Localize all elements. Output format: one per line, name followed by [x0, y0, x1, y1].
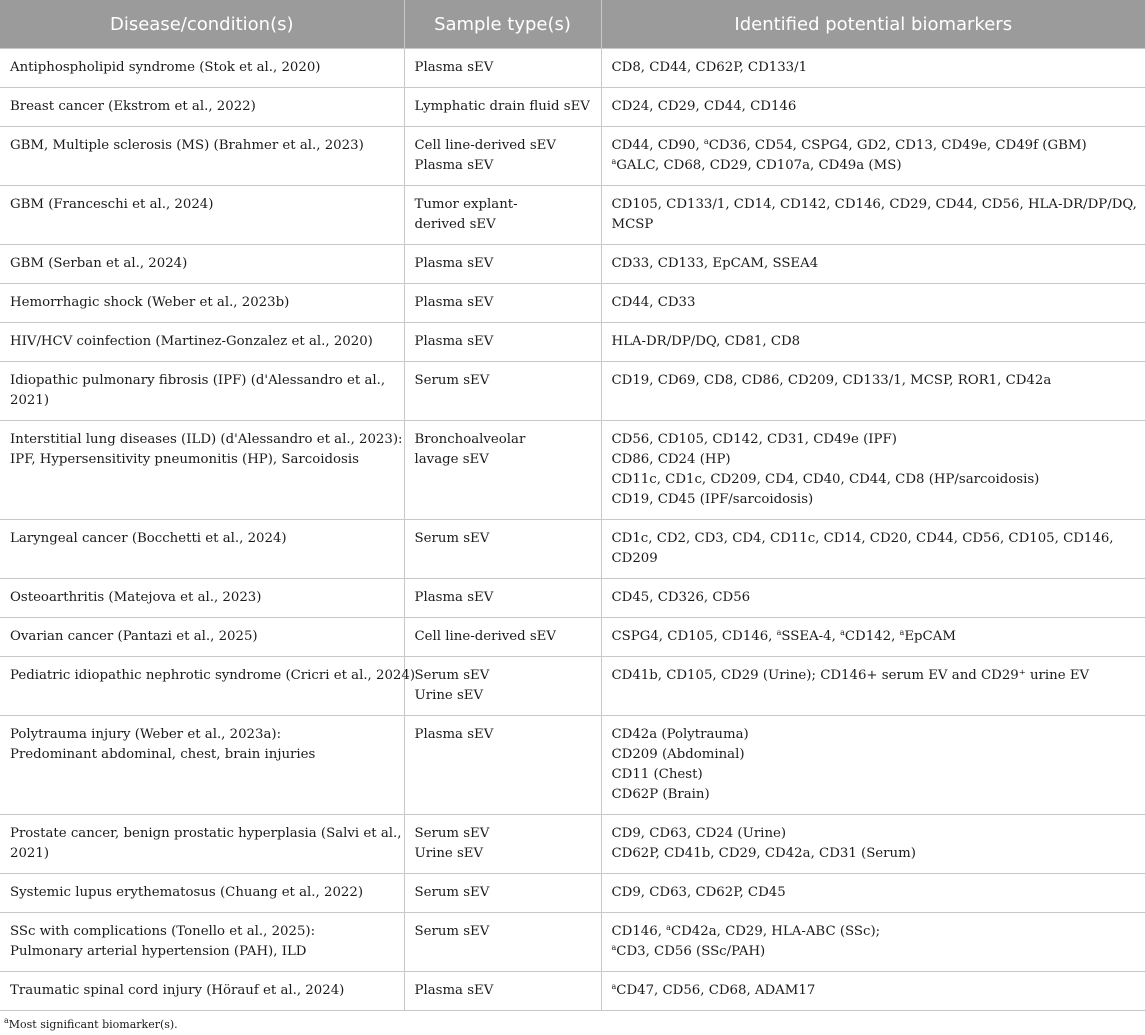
- cell-line: Ovarian cancer (Pantazi et al., 2025): [10, 629, 258, 644]
- sample-type-cell: [404, 421, 601, 520]
- disease-cell: [0, 618, 404, 657]
- cell-line: CD62P, CD41b, CD29, CD42a, CD31 (Serum): [611, 846, 916, 861]
- biomarkers-cell: [601, 618, 1145, 657]
- cell-line: Plasma sEV: [414, 983, 494, 998]
- cell-line: SSc with complications (Tonello et al., 2025):: [10, 924, 316, 939]
- cell-line: Tumor explant-: [414, 197, 518, 212]
- cell-line: CD24, CD29, CD44, CD146: [611, 99, 797, 114]
- cell-line: Plasma sEV: [414, 727, 494, 742]
- disease-cell: [0, 245, 404, 284]
- cell-line: GBM (Serban et al., 2024): [10, 256, 188, 271]
- table-row: [0, 716, 1145, 815]
- table-row: [0, 362, 1145, 421]
- sample-type-cell: [404, 186, 601, 245]
- cell-line: Plasma sEV: [414, 295, 494, 310]
- cell-line: Serum sEV: [414, 885, 490, 900]
- cell-line: $^a$GALC, CD68, CD29, CD107a, CD49a (MS): [611, 157, 902, 173]
- sample-type-cell: [404, 245, 601, 284]
- cell-line: Serum sEV: [414, 668, 490, 683]
- significance-mark: a: [840, 628, 845, 637]
- disease-cell: [0, 88, 404, 127]
- disease-cell: [0, 579, 404, 618]
- cell-line: MCSP: [611, 217, 654, 232]
- cell-line: $^a$CD47, CD56, CD68, ADAM17: [611, 982, 816, 998]
- disease-cell: [0, 913, 404, 972]
- cell-line: Idiopathic pulmonary fibrosis (IPF) (d'Alessandro et al.,: [10, 373, 386, 388]
- cell-line: Plasma sEV: [414, 256, 494, 271]
- cell-line: GBM, Multiple sclerosis (MS) (Brahmer et al., 2023): [10, 138, 364, 153]
- cell-line: Serum sEV: [414, 531, 490, 546]
- cell-line: Prostate cancer, benign prostatic hyperplasia (Salvi et al.,: [10, 826, 402, 841]
- cell-line: Urine sEV: [414, 688, 484, 703]
- cell-line: CD44, CD90, $^a$CD36, CD54, CSPG4, GD2, CD13, CD49e, CD49f (GBM): [611, 137, 1087, 153]
- disease-cell: [0, 520, 404, 579]
- sample-type-cell: [404, 618, 601, 657]
- sample-type-cell: [404, 716, 601, 815]
- cell-line: CD41b, CD105, CD29 (Urine); CD146+ serum EV and CD29⁺ urine EV: [611, 668, 1090, 683]
- cell-line: Plasma sEV: [414, 158, 494, 173]
- cell-line: Osteoarthritis (Matejova et al., 2023): [10, 590, 262, 605]
- biomarkers-cell: [601, 913, 1145, 972]
- cell-line: Cell line-derived sEV: [414, 138, 556, 153]
- cell-line: Cell line-derived sEV: [414, 629, 556, 644]
- cell-line: 2021): [10, 846, 50, 861]
- biomarkers-cell: [601, 657, 1145, 716]
- cell-line: Bronchoalveolar: [414, 432, 526, 447]
- table-row: [0, 815, 1145, 874]
- biomarkers-cell: [601, 186, 1145, 245]
- biomarkers-cell: [601, 579, 1145, 618]
- significance-mark: a: [899, 628, 905, 637]
- disease-cell: [0, 657, 416, 716]
- significance-mark: a: [666, 923, 671, 932]
- biomarkers-cell: [601, 421, 1145, 520]
- cell-line: Serum sEV: [414, 373, 490, 388]
- cell-line: CD11 (Chest): [611, 767, 703, 782]
- cell-line: CD209: [611, 551, 658, 566]
- table-row: [0, 579, 1145, 618]
- cell-line: Predominant abdominal, chest, brain injuries: [10, 747, 316, 762]
- cell-line: Plasma sEV: [414, 590, 494, 605]
- sample-type-cell: [404, 815, 601, 874]
- table-body: [0, 49, 1145, 1011]
- cell-line: Pulmonary arterial hypertension (PAH), ILD: [10, 944, 307, 959]
- cell-line: CD9, CD63, CD24 (Urine): [611, 826, 787, 841]
- disease-cell: [0, 421, 404, 520]
- disease-cell: [0, 815, 404, 874]
- sample-type-cell: [404, 913, 601, 972]
- disease-cell: [0, 284, 404, 323]
- sample-type-cell: [404, 657, 601, 716]
- disease-cell: [0, 362, 404, 421]
- biomarkers-cell: [601, 88, 1145, 127]
- significance-mark: a: [611, 943, 617, 952]
- header-disease: Disease/condition(s): [0, 0, 404, 49]
- cell-line: CD209 (Abdominal): [611, 747, 745, 762]
- biomarkers-cell: [601, 49, 1145, 88]
- cell-line: CSPG4, CD105, CD146, $^a$SSEA-4, $^a$CD142, $^a$EpCAM: [611, 628, 956, 644]
- sample-type-cell: [404, 127, 601, 186]
- cell-line: CD146, $^a$CD42a, CD29, HLA-ABC (SSc);: [611, 923, 881, 939]
- significance-mark: a: [611, 157, 617, 166]
- biomarkers-cell: [601, 362, 1145, 421]
- cell-line: Antiphospholipid syndrome (Stok et al., 2020): [10, 60, 321, 75]
- cell-line: Hemorrhagic shock (Weber et al., 2023b): [10, 295, 290, 310]
- significance-mark: a: [703, 137, 709, 146]
- sample-type-cell: [404, 362, 601, 421]
- cell-line: Plasma sEV: [414, 334, 494, 349]
- table-row: [0, 421, 1145, 520]
- table-row: [0, 874, 1145, 913]
- cell-line: Pediatric idiopathic nephrotic syndrome (Cricri et al., 2024): [10, 668, 416, 683]
- sample-type-cell: [404, 49, 601, 88]
- table-row: [0, 657, 1145, 716]
- disease-cell: [0, 874, 404, 913]
- sample-type-cell: [404, 520, 601, 579]
- cell-line: HLA-DR/DP/DQ, CD81, CD8: [611, 334, 801, 349]
- cell-line: CD19, CD69, CD8, CD86, CD209, CD133/1, MCSP, ROR1, CD42a: [611, 373, 1052, 388]
- cell-line: Systemic lupus erythematosus (Chuang et al., 2022): [10, 885, 364, 900]
- cell-line: lavage sEV: [414, 452, 489, 467]
- cell-line: CD62P (Brain): [611, 787, 710, 802]
- cell-line: Plasma sEV: [414, 60, 494, 75]
- table-row: [0, 49, 1145, 88]
- sample-type-cell: [404, 972, 601, 1011]
- cell-line: CD8, CD44, CD62P, CD133/1: [611, 60, 808, 75]
- cell-line: Laryngeal cancer (Bocchetti et al., 2024): [10, 531, 287, 546]
- cell-line: HIV/HCV coinfection (Martinez-Gonzalez et al., 2020): [10, 334, 373, 349]
- cell-line: derived sEV: [414, 217, 496, 232]
- cell-line: CD1c, CD2, CD3, CD4, CD11c, CD14, CD20, CD44, CD56, CD105, CD146,: [611, 531, 1114, 546]
- table-row: [0, 127, 1145, 186]
- table-row: [0, 323, 1145, 362]
- table-row: [0, 245, 1145, 284]
- table-row: [0, 186, 1145, 245]
- header-biomarkers: Identified potential biomarkers: [601, 0, 1145, 49]
- table-row: [0, 618, 1145, 657]
- cell-line: CD86, CD24 (HP): [611, 452, 731, 467]
- significance-mark: a: [776, 628, 782, 637]
- footnote-mark: a: [4, 1016, 9, 1025]
- cell-line: $^a$CD3, CD56 (SSc/PAH): [611, 943, 766, 959]
- cell-line: IPF, Hypersensitivity pneumonitis (HP), Sarcoidosis: [10, 452, 359, 467]
- disease-cell: [0, 127, 404, 186]
- biomarkers-cell: [601, 815, 1145, 874]
- cell-line: GBM (Franceschi et al., 2024): [10, 197, 214, 212]
- significance-mark: a: [611, 982, 617, 991]
- biomarkers-cell: [601, 520, 1145, 579]
- sample-type-cell: [404, 88, 601, 127]
- cell-line: CD11c, CD1c, CD209, CD4, CD40, CD44, CD8 (HP/sarcoidosis): [611, 472, 1040, 487]
- table-row: [0, 972, 1145, 1011]
- cell-line: Lymphatic drain fluid sEV: [414, 99, 590, 114]
- cell-line: CD105, CD133/1, CD14, CD142, CD146, CD29, CD44, CD56, HLA-DR/DP/DQ,: [611, 197, 1137, 212]
- cell-line: Serum sEV: [414, 924, 490, 939]
- cell-line: CD9, CD63, CD62P, CD45: [611, 885, 786, 900]
- cell-line: CD56, CD105, CD142, CD31, CD49e (IPF): [611, 432, 897, 447]
- cell-line: CD44, CD33: [611, 295, 696, 310]
- biomarkers-cell: [601, 323, 1145, 362]
- disease-cell: [0, 323, 404, 362]
- footnote: [4, 1018, 178, 1032]
- header-sample-type: Sample type(s): [404, 0, 601, 49]
- cell-line: Breast cancer (Ekstrom et al., 2022): [10, 99, 256, 114]
- sample-type-cell: [404, 284, 601, 323]
- biomarkers-cell: [601, 127, 1145, 186]
- biomarkers-cell: [601, 874, 1145, 913]
- disease-cell: [0, 186, 404, 245]
- table-row: [0, 913, 1145, 972]
- cell-line: Traumatic spinal cord injury (Hörauf et al., 2024): [10, 983, 345, 998]
- cell-line: CD45, CD326, CD56: [611, 590, 751, 605]
- biomarkers-cell: [601, 716, 1145, 815]
- disease-cell: [0, 972, 404, 1011]
- biomarkers-cell: [601, 972, 1145, 1011]
- cell-line: CD19, CD45 (IPF/sarcoidosis): [611, 492, 814, 507]
- disease-cell: [0, 49, 404, 88]
- cell-line: Interstitial lung diseases (ILD) (d'Alessandro et al., 2023):: [10, 432, 403, 447]
- cell-line: Serum sEV: [414, 826, 490, 841]
- header-row: [0, 0, 1145, 49]
- footnote-text: Most significant biomarker(s).: [8, 1018, 178, 1031]
- cell-line: CD42a (Polytrauma): [611, 727, 749, 742]
- sample-type-cell: [404, 323, 601, 362]
- biomarkers-cell: [601, 245, 1145, 284]
- sample-type-cell: [404, 579, 601, 618]
- table-row: [0, 284, 1145, 323]
- cell-line: Urine sEV: [414, 846, 484, 861]
- disease-cell: [0, 716, 404, 815]
- biomarkers-cell: [601, 284, 1145, 323]
- table-row: [0, 520, 1145, 579]
- sample-type-cell: [404, 874, 601, 913]
- cell-line: 2021): [10, 393, 50, 408]
- table-row: [0, 88, 1145, 127]
- cell-line: Polytrauma injury (Weber et al., 2023a):: [10, 727, 282, 742]
- cell-line: CD33, CD133, EpCAM, SSEA4: [611, 256, 819, 271]
